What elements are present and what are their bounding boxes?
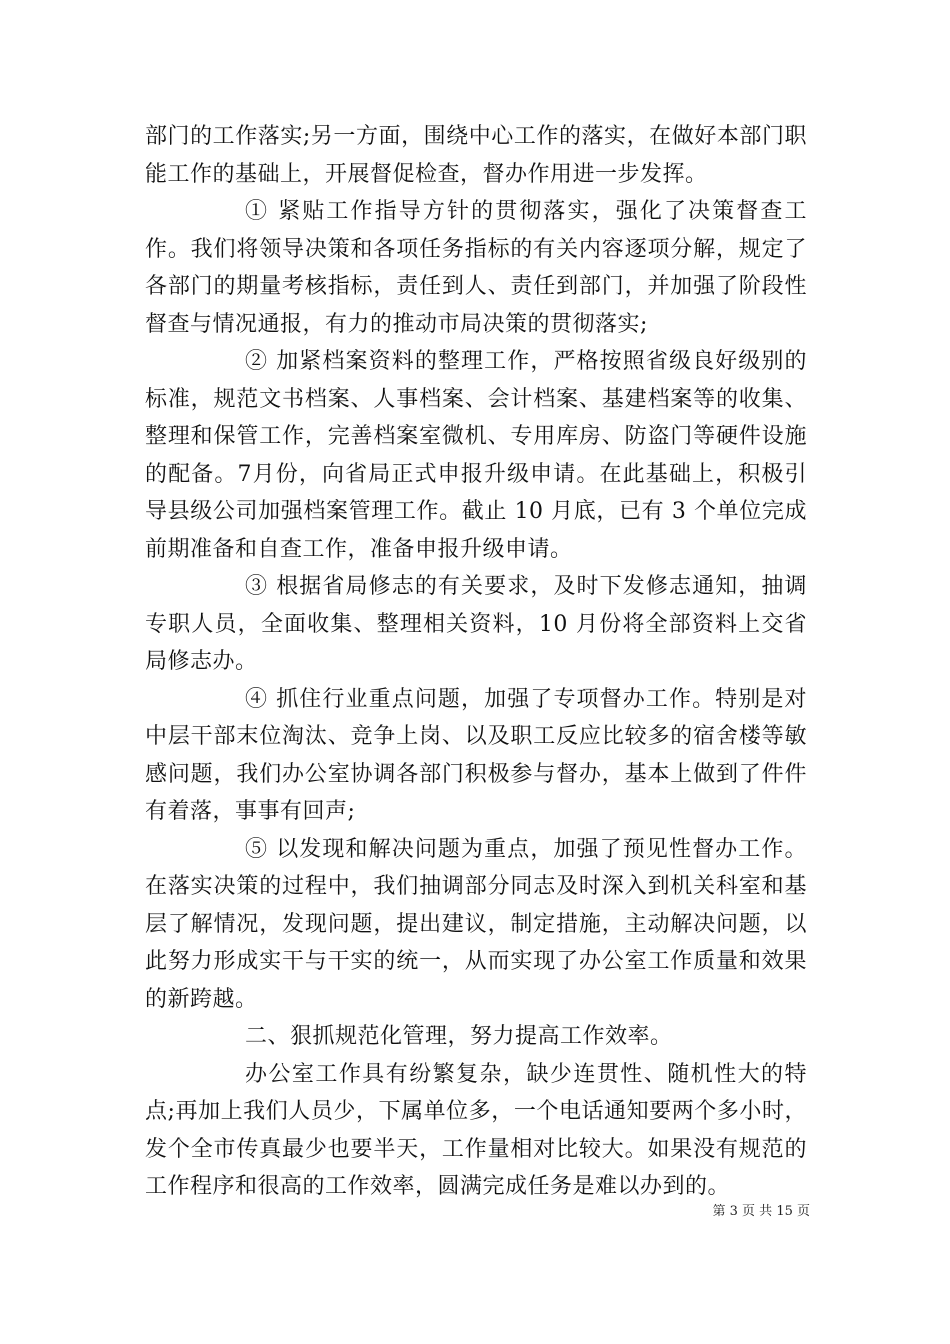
paragraph-final: 办公室工作具有纷繁复杂，缺少连贯性、随机性大的特点;再加上我们人员少，下属单位多，一个电话通知要两个多小时，发个全市传真最少也要半天，工作量相对比较大。如果没有规范的工作程序和很高的工作效率，圆满完成任务是难以办到的。 [145, 1061, 807, 1199]
page-number: 第 3 页 共 15 页 [712, 1204, 810, 1219]
paragraph-item-2: ② 加紧档案资料的整理工作，严格按照省级良好级别的标准，规范文书档案、人事档案、会计档案、基建档案等的收集、整理和保管工作，完善档案室微机、专用库房、防盗门等硬件设施的配备。7月份，向省局正式申报升级申请。在此基础上，积极引导县级公司加强档案管理工作。截止 10 月底，已有 3 个单位完成前期准备和自查工作，准备申报升级申请。 [145, 349, 807, 562]
section-heading: 二、狠抓规范化管理，努力提高工作效率。 [245, 1024, 673, 1049]
paragraph-item-5: ⑤ 以发现和解决问题为重点，加强了预见性督办工作。在落实决策的过程中，我们抽调部分同志及时深入到机关科室和基层了解情况，发现问题，提出建议，制定措施，主动解决问题，以此努力形成实干与干实的统一，从而实现了办公室工作质量和效果的新跨越。 [145, 836, 807, 1012]
document-body [145, 118, 807, 1206]
paragraph-1: 部门的工作落实;另一方面，围绕中心工作的落实，在做好本部门职能工作的基础上，开展督促检查，督办作用进一步发挥。 [145, 124, 807, 187]
paragraph-item-3: ③ 根据省局修志的有关要求，及时下发修志通知，抽调专职人员，全面收集、整理相关资料，10 月份将全部资料上交省局修志办。 [145, 574, 807, 674]
paragraph-item-4: ④ 抓住行业重点问题，加强了专项督办工作。特别是对中层干部末位淘汰、竞争上岗、以及职工反应比较多的宿舍楼等敏感问题，我们办公室协调各部门积极参与督办，基本上做到了件件有着落，事事有回声; [145, 686, 807, 824]
paragraph-item-1: ① 紧贴工作指导方针的贯彻落实，强化了决策督查工作。我们将领导决策和各项任务指标的有关内容逐项分解，规定了各部门的期量考核指标，责任到人、责任到部门，并加强了阶段性督查与情况通报，有力的推动市局决策的贯彻落实; [145, 199, 807, 337]
